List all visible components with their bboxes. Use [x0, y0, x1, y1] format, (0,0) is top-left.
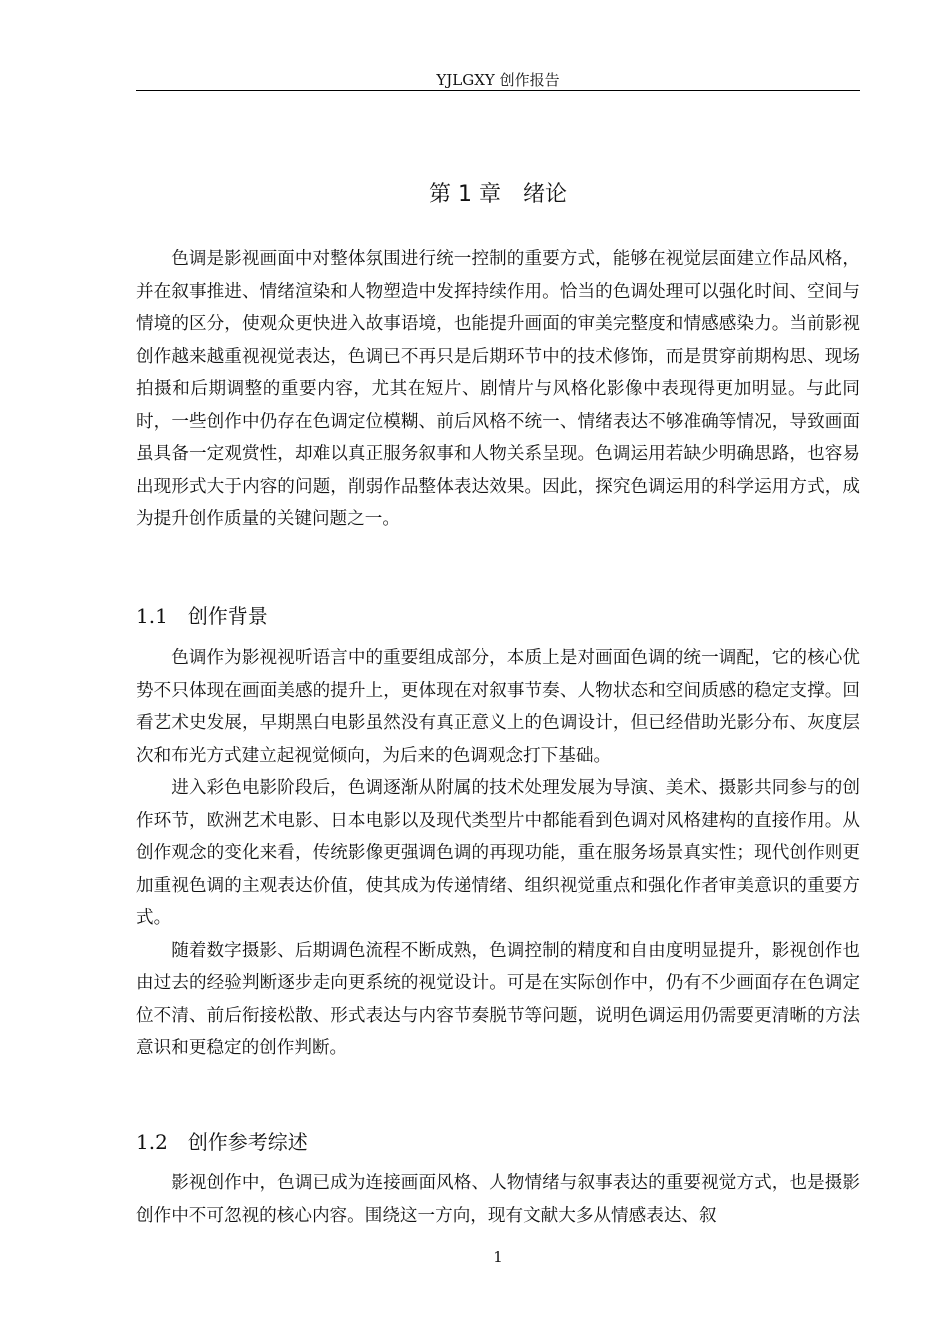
chapter-heading [136, 178, 860, 212]
section-number: 1.2 [136, 1130, 168, 1154]
page-number: 1 [493, 1248, 503, 1266]
section-1 [136, 600, 860, 632]
section-number: 1.1 [136, 604, 168, 628]
section-2 [136, 1126, 860, 1158]
section-heading [136, 600, 860, 632]
chapter-title: 绪论 [522, 182, 567, 207]
intro-paragraph: 色调是影视画面中对整体氛围进行统一控制的重要方式，能够在视觉层面建立作品风格，并在叙事推进、情绪渲染和人物塑造中发挥持续作用。恰当的色调处理可以强化时间、空间与情境的区分，使观众更快进入故事语境，也能提升画面的审美完整度和情感感染力。当前影视创作越来越重视视觉表达，色调已不再只是后期环节中的技术修饰，而是贯穿前期构思、现场拍摄和后期调整的重要内容，尤其在短片、剧情片与风格化影像中表现得更加明显。与此同时，一些创作中仍存在色调定位模糊、前后风格不统一、情绪表达不够准确等情况，导致画面虽具备一定观赏性，却难以真正服务叙事和人物关系呈现。色调运用若缺少明确思路，也容易出现形式大于内容的问题，削弱作品整体表达效果。因此，探究色调运用的科学运用方式，成为提升创作质量的关键问题之一。 [136, 249, 860, 529]
chapter-number: 第 1 章 [429, 182, 501, 207]
section-title: 创作背景 [187, 604, 268, 628]
paragraph: 色调作为影视视听语言中的重要组成部分，本质上是对画面色调的统一调配，它的核心优势不只体现在画面美感的提升上，更体现在对叙事节奏、人物状态和空间质感的稳定支撑。回看艺术史发展，早期黑白电影虽然没有真正意义上的色调设计，但已经借助光影分布、灰度层次和布光方式建立起视觉倾向，为后来的色调观念打下基础。 [136, 648, 860, 766]
section-2-body [136, 1167, 860, 1232]
section-heading [136, 1126, 860, 1158]
paragraph: 进入彩色电影阶段后，色调逐渐从附属的技术处理发展为导演、美术、摄影共同参与的创作环节，欧洲艺术电影、日本电影以及现代类型片中都能看到色调对风格建构的直接作用。从创作观念的变化来看，传统影像更强调色调的再现功能，重在服务场景真实性；现代创作则更加重视色调的主观表达价值，使其成为传递情绪、组织视觉重点和强化作者审美意识的重要方式。 [136, 778, 860, 928]
paragraph: 随着数字摄影、后期调色流程不断成熟，色调控制的精度和自由度明显提升，影视创作也由过去的经验判断逐步走向更系统的视觉设计。可是在实际创作中，仍有不少画面存在色调定位不清、前后衔接松散、形式表达与内容节奏脱节等问题，说明色调运用仍需要更清晰的方法意识和更稳定的创作判断。 [136, 940, 860, 1058]
section-1-body [136, 642, 860, 1065]
section-title: 创作参考综述 [187, 1130, 308, 1154]
intro-block [136, 243, 860, 536]
paragraph: 影视创作中，色调已成为连接画面风格、人物情绪与叙事表达的重要视觉方式，也是摄影创作中不可忽视的核心内容。围绕这一方向，现有文献大多从情感表达、叙 [136, 1173, 860, 1226]
header-rule [136, 90, 860, 91]
page-header: YJLGXY 创作报告 [436, 71, 560, 89]
